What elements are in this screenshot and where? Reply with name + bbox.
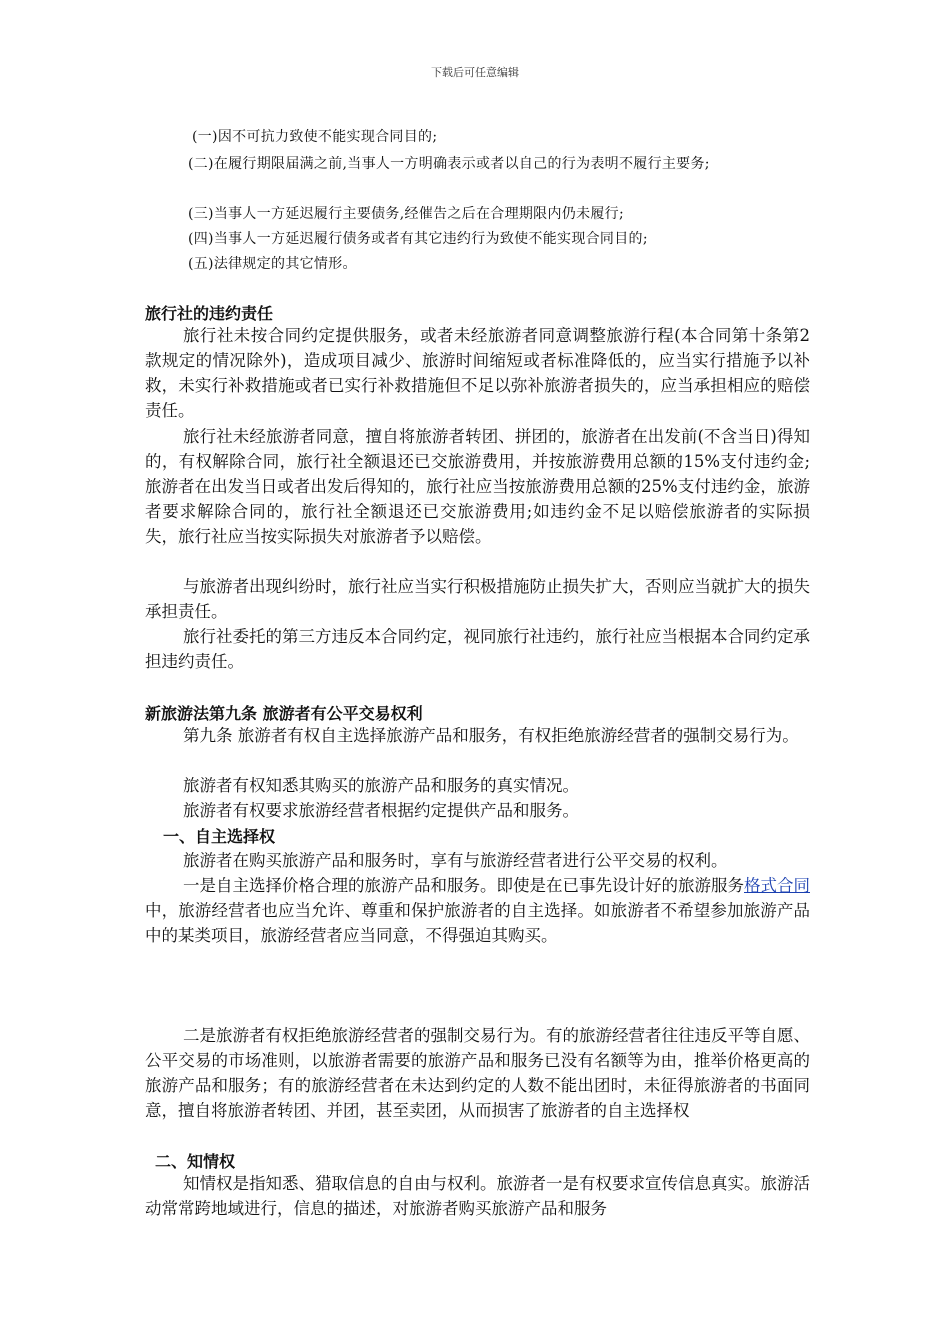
paragraph-text: 中，旅游经营者也应当允许、尊重和保护旅游者的自主选择。如旅游者不希望参加旅游产品中的某类项目，旅游经营者应当同意，不得强迫其购买。 xyxy=(145,901,810,945)
paragraph: 与旅游者出现纠纷时，旅行社应当实行积极措施防止损失扩大，否则应当就扩大的损失承担责任。 xyxy=(145,577,810,621)
paragraph: 旅行社未按合同约定提供服务，或者未经旅游者同意调整旅游行程(本合同第十条第2款规定的情况除外)，造成项目减少、旅游时间缩短或者标准降低的，应当实行措施予以补救，未实行补救措施或者已实行补救措施但不足以弥补旅游者损失的，应当承担相应的赔偿责任。 xyxy=(145,326,810,420)
page-header: 下载后可任意编辑 xyxy=(431,66,519,79)
clause-4: (四)当事人一方延迟履行债务或者有其它违约行为致使不能实现合同目的; xyxy=(188,231,648,247)
paragraph: 旅行社未经旅游者同意，擅自将旅游者转团、拼团的，旅游者在出发前(不含当日)得知的，有权解除合同，旅行社全额退还已交旅游费用，并按旅游费用总额的15%支付违约金;旅游者在出发当日或者出发后得知的，旅行社应当按旅游费用总额的25%支付违约金，旅游者要求解除合同的，旅行社全额退还已交旅游费用;如违约金不足以赔偿旅游者的实际损失，旅行社应当按实际损失对旅游者予以赔偿。 xyxy=(145,427,810,546)
paragraph: 旅行社委托的第三方违反本合同约定，视同旅行社违约，旅行社应当根据本合同约定承担违约责任。 xyxy=(145,627,810,671)
paragraph-text: 一是自主选择价格合理的旅游产品和服务。即使是在已事先设计好的旅游服务 xyxy=(183,876,744,895)
subsection-heading-choice: 一、自主选择权 xyxy=(163,827,276,846)
standard-contract-link[interactable]: 格式合同 xyxy=(744,876,810,895)
section-heading-breach-liability: 旅行社的违约责任 xyxy=(145,304,274,323)
clause-3: (三)当事人一方延迟履行主要债务,经催告之后在合理期限内仍未履行; xyxy=(188,206,624,222)
paragraph: 二是旅游者有权拒绝旅游经营者的强制交易行为。有的旅游经营者往往违反平等自愿、公平交易的市场准则，以旅游者需要的旅游产品和服务已没有名额等为由，推举价格更高的旅游产品和服务；有的旅游经营者在未达到约定的人数不能出团时，未征得旅游者的书面同意，擅自将旅游者转团、并团，甚至卖团，从而损害了旅游者的自主选择权 xyxy=(145,1026,810,1120)
paragraph: 第九条 旅游者有权自主选择旅游产品和服务，有权拒绝旅游经营者的强制交易行为。 xyxy=(183,726,799,745)
clause-5: (五)法律规定的其它情形。 xyxy=(188,256,357,272)
paragraph: 旅游者在购买旅游产品和服务时，享有与旅游经营者进行公平交易的权利。 xyxy=(183,851,728,870)
subsection-heading-right-to-know: 二、知情权 xyxy=(155,1152,236,1171)
clause-2: (二)在履行期限届满之前,当事人一方明确表示或者以自己的行为表明不履行主要务; xyxy=(188,156,710,172)
paragraph: 知情权是指知悉、猎取信息的自由与权利。旅游者一是有权要求宣传信息真实。旅游活动常常跨地域进行，信息的描述，对旅游者购买旅游产品和服务 xyxy=(145,1174,810,1218)
clause-1: (一)因不可抗力致使不能实现合同目的; xyxy=(192,129,438,145)
paragraph: 旅游者有权要求旅游经营者根据约定提供产品和服务。 xyxy=(183,801,579,820)
paragraph xyxy=(145,873,810,948)
section-heading-fair-trade: 新旅游法第九条 旅游者有公平交易权利 xyxy=(145,704,423,723)
paragraph: 旅游者有权知悉其购买的旅游产品和服务的真实情况。 xyxy=(183,776,579,795)
